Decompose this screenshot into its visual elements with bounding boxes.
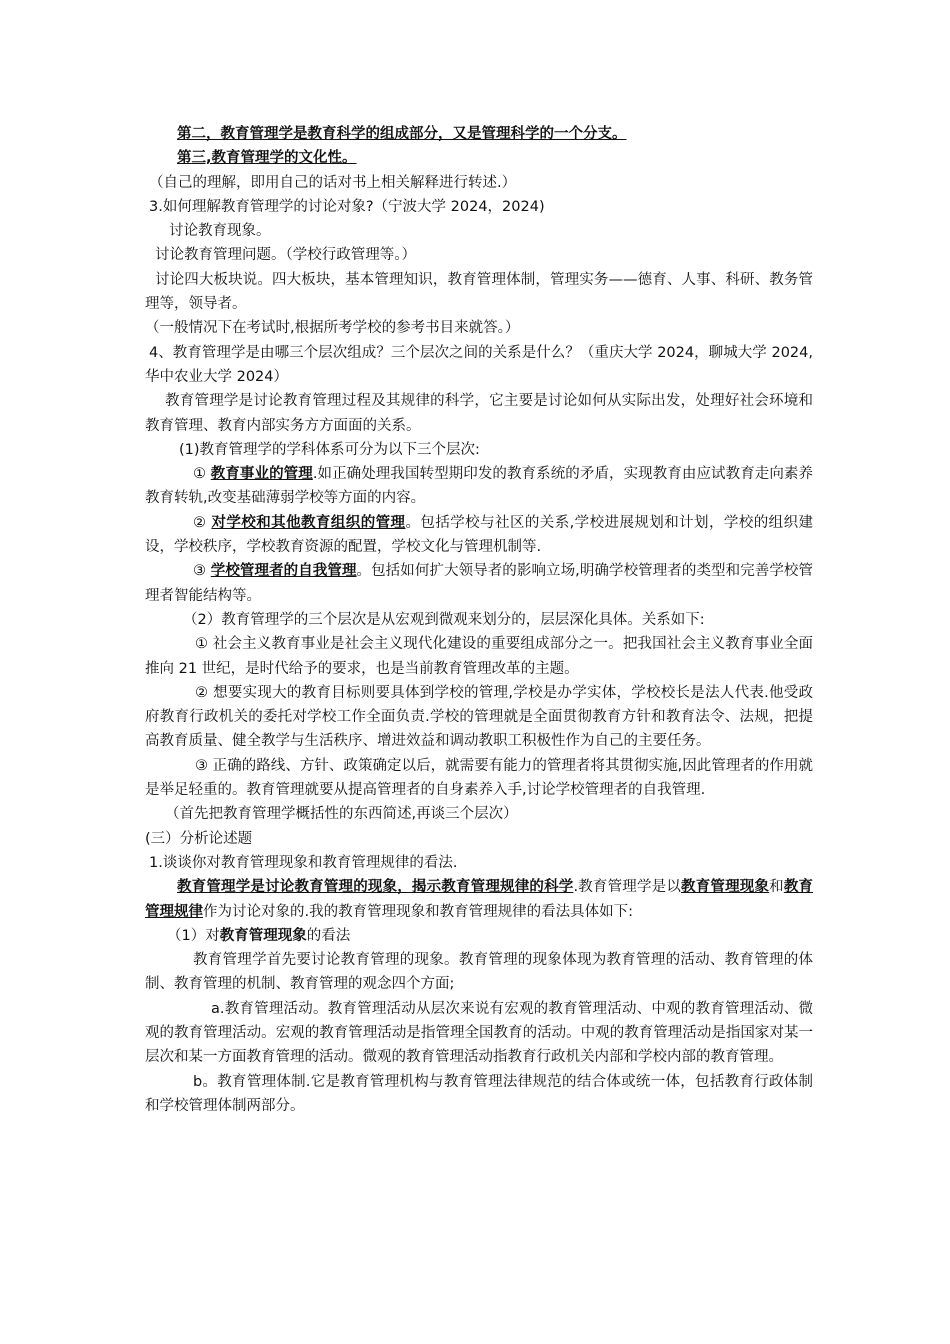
essay-text: 作为讨论对象的.我的教育管理现象和教育管理规律的看法具体如下: bbox=[203, 903, 633, 920]
document-page bbox=[145, 122, 813, 1118]
essay-text: .教育管理学是以 bbox=[573, 879, 682, 896]
relation-1: ① 社会主义教育事业是社会主义现代化建设的重要组成部分之一。把我国社会主义教育事业全面推向 21 世纪，是时代给予的要求，也是当前教育管理改革的主题。 bbox=[145, 636, 813, 677]
answer-3b: 讨论教育管理问题。（学校行政管理等。） bbox=[155, 247, 416, 264]
point-two: 第二，教育管理学是教育科学的组成部分，又是管理科学的一个分支。 bbox=[177, 126, 627, 142]
essay-text: 的看法 bbox=[306, 927, 351, 944]
section-3-heading: (三）分析论述题 bbox=[145, 830, 253, 847]
answer-4b: (1)教育管理学的学科体系可分为以下三个层次: bbox=[179, 441, 480, 458]
law-keyword: 教育管理规律 bbox=[145, 879, 814, 920]
answer-3d: （一般情况下在考试时,根据所考学校的参考书目来就答。） bbox=[145, 320, 520, 337]
answer-4d: （首先把教育管理学概括性的东西简述,再谈三个层次） bbox=[165, 806, 518, 823]
layer-item-1 bbox=[145, 462, 813, 511]
item-text: 。包括学校与社区的关系,学校进展规划和计划，学校的组织建设，学校秩序，学校教育资源的配置，学校文化与管理机制等. bbox=[145, 514, 814, 556]
note-own-understanding: （自己的理解，即用自己的话对书上相关解释进行转述.） bbox=[149, 174, 517, 191]
item-text: 。包括如何扩大领导者的影响立场,明确学校管理者的类型和完善学校管理者智能结构等。 bbox=[145, 563, 814, 604]
layer-item-3 bbox=[145, 559, 813, 608]
item-text: .如正确处理我国转型期印发的教育系统的矛盾，实现教育由应试教育走向素养教育转轨,改变基础薄弱学校等方面的内容。 bbox=[145, 466, 814, 507]
item-number: ② bbox=[193, 514, 212, 531]
question-3: 3.如何理解教育管理学的讨论对象?（宁波大学 2024，2024) bbox=[149, 198, 545, 215]
phenomenon-keyword: 教育管理现象 bbox=[681, 879, 770, 896]
item-number: ③ bbox=[193, 563, 211, 580]
answer-3a: 讨论教育现象。 bbox=[169, 223, 271, 240]
definition-keyword: 教育管理学是讨论教育管理的现象，揭示教育管理规律的科学 bbox=[177, 879, 574, 896]
layer-item-2 bbox=[145, 511, 813, 560]
essay-intro bbox=[145, 875, 813, 924]
item-keyword: 对学校和其他教育组织的管理 bbox=[211, 514, 406, 531]
essay-point-1 bbox=[145, 924, 813, 948]
item-keyword: 学校管理者的自我管理 bbox=[210, 563, 357, 580]
essay-point-1-body: 教育管理学首先要讨论教育管理的现象。教育管理的现象体现为教育管理的活动、教育管理的体制、教育管理的机制、教育管理的观念四个方面; bbox=[145, 952, 813, 993]
essay-point-b: b。教育管理体制.它是教育管理机构与教育管理法律规范的结合体或统一体，包括教育行政体制和学校管理体制两部分。 bbox=[145, 1073, 813, 1114]
answer-3c: 讨论四大板块说。四大板块，基本管理知识，教育管理体制，管理实务——德育、人事、科研、教务管理等，领导者。 bbox=[145, 271, 813, 313]
essay-question-1: 1.谈谈你对教育管理现象和教育管理规律的看法. bbox=[149, 854, 458, 871]
relation-2: ② 想要实现大的教育目标则要具体到学校的管理,学校是办学实体，学校校长是法人代表.他受政府教育行政机关的委托对学校工作全面负责.学校的管理就是全面贯彻教育方针和教育法令、法规，把提高教育质量、健全教学与生活秩序、增进效益和调动教职工积极性作为自己的主要任务。 bbox=[145, 684, 813, 750]
item-keyword: 教育事业的管理 bbox=[210, 466, 313, 483]
essay-point-a: a.教育管理活动。教育管理活动从层次来说有宏观的教育管理活动、中观的教育管理活动、微观的教育管理活动。宏观的教育管理活动是指管理全国教育的活动。中观的教育管理活动是指国家对某一层次和某一方面教育管理的活动。微观的教育管理活动指教育行政机关内部和学校内部的教育管理。 bbox=[145, 1000, 813, 1066]
answer-4a: 教育管理学是讨论教育管理过程及其规律的科学，它主要是讨论如何从实际出发，处理好社会环境和教育管理、教育内部实务方方面面的关系。 bbox=[145, 393, 813, 434]
point-three: 第三,教育管理学的文化性。 bbox=[177, 150, 357, 167]
essay-text: （1）对 bbox=[167, 927, 220, 944]
essay-text: 和 bbox=[769, 879, 784, 896]
phenomenon-keyword: 教育管理现象 bbox=[219, 927, 307, 944]
item-number: ① bbox=[193, 466, 211, 483]
relation-3: ③ 正确的路线、方针、政策确定以后，就需要有能力的管理者将其贯彻实施,因此管理者的作用就是举足轻重的。教育管理就要从提高管理者的自身素养入手,讨论学校管理者的自我管理. bbox=[145, 757, 813, 799]
question-4: 4、教育管理学是由哪三个层次组成？三个层次之间的关系是什么？（重庆大学 2024，聊城大学 2024,华中农业大学 2024） bbox=[145, 344, 813, 385]
answer-4c: （2）教育管理学的三个层次是从宏观到微观来划分的，层层深化具体。关系如下: bbox=[183, 611, 705, 628]
